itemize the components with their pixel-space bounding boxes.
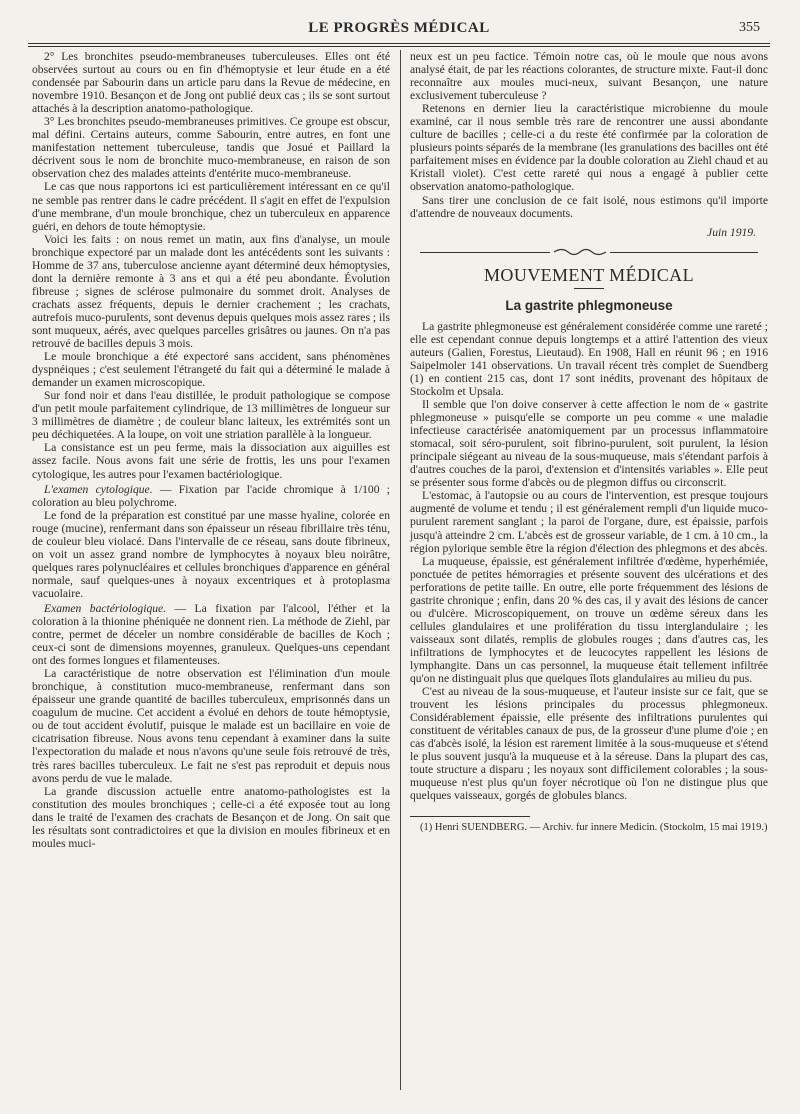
paragraph: La grande discussion actuelle entre anatomo-pathologistes est la constitution des moules bronchiques ; celle-ci a été exposée tout au long dans le traité de l'examen des crachats de Besançon et de Jong. On sait que les résultats sont contradictoires et que la division en moules fibrineux et en moules muci- <box>32 784 390 850</box>
right-column <box>410 50 768 834</box>
paragraph: Le fond de la préparation est constitué par une masse hyaline, colorée en rouge (mucine), renfermant dans son épaisseur un réseau fibrillaire très ténu, de couleur bleu violacé. Dans l'intervalle de ce réseau, sans doute fibrineux, on voit un assez grand nombre de lymphocytes à noyaux bleu noirâtre, quelques rares polynucléaires et cellules bronchiques d'apparence en général normale, sauf quelques-unes à noyaux excentriques et à protoplasma vacuolaire. <box>32 508 390 600</box>
paragraph-bacteriology <box>32 602 390 667</box>
bacteriology-heading: Examen bactériologique. <box>44 601 167 615</box>
paragraph: La caractéristique de notre observation est l'élimination d'un moule bronchique, à constitution muco-membraneuse, renfermant dans son épaisseur une grande quantité de bacilles tuberculeux, emprisonnés dans un coagulum de mucine. Cet accident a évolué en dehors de toute hémoptysie, ou de tout accident évolutif, puisque le malade est un bacillaire en voie de cicatrisation fibreuse. Nous avons tenu cependant à examiner dans la suite l'expectoration du malade et nous n'avons qu'une seule fois retrouvé de très, très rares bacilles tuberculeux. Le fait ne s'est pas reproduit et depuis nous avons perdu de vue le malade. <box>32 667 390 785</box>
header-rule-double <box>28 46 770 47</box>
paragraph: Sur fond noir et dans l'eau distillée, le produit pathologique se compose d'un petit moule parfaitement cylindrique, de 13 millimètres de longueur sur 3 millimètres de diamètre ; de couleur blanc laiteux, les extrémités sont un peu déchiquetées. A la loupe, on voit une striation parallèle à la longueur. <box>32 389 390 442</box>
paragraph: La muqueuse, épaissie, est généralement infiltrée d'œdème, hyperhémiée, ponctuée de petites hémorragies et présente souvent des ulcérations et des perforations de petite taille. En outre, elle porte fréquemment des lésions de gastrite chronique ; enfin, dans 20 % des cas, il y avait des lésions de cancer ou d'ulcère. Microscopiquement, on trouve un œdème séreux dans les cellules glandulaires et une prolifération du tissu interglandulaire ; les vaisseaux sont dilatés, remplis de globules rouges ; dans d'autres cas, les infiltrations de lymphocytes et de leucocytes rappellent les lésions de lymphangite. Dans un cas personnel, la muqueuse était tellement infiltrée qu'on ne distinguait plus que quelques îlots glandulaires au milieu du pus. <box>410 554 768 686</box>
running-head <box>28 14 770 42</box>
paragraph: Le cas que nous rapportons ici est particulièrement intéressant en ce qu'il ne semble pas rentrer dans le cadre précédent. Il s'agit en effet de l'expulsion d'une membrane, d'un moule bronchique, chez un tuberculeux en apparence guéri, en dehors de toute hémoptysie. <box>32 180 390 233</box>
paragraph: Retenons en dernier lieu la caractéristique microbienne du moule examiné, car il nous semble très rare de rencontrer une aussi abondante culture de bacilles ; celle-ci a du reste été confirmée par la coloration de plusieurs points séparés de la membrane (les granulations des bacilles ont été parfaitement mises en évidence par la double coloration au Ziehl chaud et au Kristall violet). C'est cette rareté qui nous a engagé à publier cette observation anatomo-pathologique. <box>410 102 768 194</box>
paragraph: L'estomac, à l'autopsie ou au cours de l'intervention, est presque toujours augmenté de volume et tendu ; il est généralement rempli d'un liquide muco-purulent rarement sanglant ; la paroi de l'organe, dure, est épaissie, parfois jusqu'à atteindre 2 cm. L'abcès est de grosseur variable, de 1 cm. à 10 cm., la région pylorique semble être la région d'élection des phlegmons et des abcès. <box>410 489 768 555</box>
column-divider <box>400 50 401 1090</box>
paragraph: C'est au niveau de la sous-muqueuse, et l'auteur insiste sur ce fait, que se trouvent les lésions principales du processus phlegmoneux. Considérablement épaissie, elle présente des infiltrations purulentes qui constituent de véritables canaux de pus, de la grosseur d'une plume d'oie ; en cas d'abcès isolé, la lésion est rarement limitée à la sous-muqueuse et s'étend le plus souvent jusqu'à la muqueuse et à la séreuse. Dans la plupart des cas, toute structure a disparu ; les noyaux sont difficilement colorables ; la sous-muqueuse n'est plus qu'un foyer nécrotique où l'on ne distingue plus que quelques vaisseaux, gorgés de globules blancs. <box>410 685 768 803</box>
header-rule <box>28 43 770 44</box>
section-ornament <box>410 245 768 259</box>
ornament-flourish-icon <box>550 245 610 259</box>
paragraph: La consistance est un peu ferme, mais la dissociation aux aiguilles est assez facile. Nous avons fait une série de frottis, les uns pour l'examen cytologique, les autres pour l'examen bactériologique. <box>32 441 390 481</box>
paragraph: neux est un peu factice. Témoin notre cas, où le moule que nous avons analysé était, de par les réactions colorantes, de structure mixte. Faut-il donc reconnaître aux moules muci-neux, suivant Besançon, une nature exclusivement tuberculeuse ? <box>410 50 768 103</box>
paragraph: Il semble que l'on doive conserver à cette affection le nom de « gastrite phlegmoneuse » puisqu'elle se comporte un peu comme « une maladie infectieuse caractérisée anatomiquement par un processus inflammatoire stomacal, soit séro-purulent, soit fibrino-purulent, soit purulent, la lésion principale siégeant au niveau de la sous-muqueuse, mais s'étendant parfois à d'autres couches de la paroi, d'extension et d'intensités variables ». Elle peut se présenter sous forme d'abcès ou de plegmon diffus ou circonscrit. <box>410 398 768 490</box>
paragraph: 3° Les bronchites pseudo-membraneuses primitives. Ce groupe est obscur, mal défini. Certains auteurs, comme Sabourin, entre autres, en font une manifestation nettement tuberculeuse, tandis que Josué et Paillard la décrivent sous le nom de bronchite muco-membraneuse, en raison de son observation chez des malades atteints d'entérite muco-membraneuse. <box>32 115 390 181</box>
journal-title: LE PROGRÈS MÉDICAL <box>308 20 490 36</box>
paragraph: La gastrite phlegmoneuse est généralement considérée comme une rareté ; elle est cependant connue depuis longtemps et a attiré l'attention des vieux auteurs (Galien, Forestus, Lieutaud). En 1908, Hall en réunit 96 ; en 1916 Saipelmoler 141 observations. Un travail récent très complet de Suendberg (1) en contient 215 cas, dont 17 sont inédits, provenant des hôpitaux de Stockolm et Upsala. <box>410 319 768 398</box>
paragraph-cytology <box>32 483 390 509</box>
paragraph: Sans tirer une conclusion de ce fait isolé, nous estimons qu'il importe d'attendre de nouveaux documents. <box>410 193 768 220</box>
cytology-heading: L'examen cytologique. <box>44 482 153 496</box>
footnote: (1) Henri SUENDBERG. — Archiv. fur innere Medicin. (Stockolm, 15 mai 1919.) <box>420 822 768 834</box>
bacteriology-intro: — La fixation par l'alcool, l'éther et la coloration à la thionine phéniquée ne donnent rien. La méthode de Ziehl, par contre, permet de déceler un nombre considérable de bacilles de Koch ; ceux-ci sont de dimensions moyennes, granuleux. Quelques-uns cependant ont des formes longues et filamenteuses. <box>32 601 390 668</box>
section-heading: MOUVEMENT MÉDICAL <box>484 264 694 285</box>
footnote-rule <box>410 816 530 817</box>
paragraph: 2° Les bronchites pseudo-membraneuses tuberculeuses. Elles ont été observées surtout au cours ou en fin d'hémoptysie et leur étude en a été condensée par Sabourin dans un article paru dans la Revue de médecine, en novembre 1910. Besançon et de Jong ont publié deux cas ; ils se sont surtout attachés à la description anatomo-pathologique. <box>32 50 390 116</box>
signoff-date: Juin 1919. <box>707 225 756 239</box>
cytology-intro: — Fixation par l'acide chromique à 1/100 ; coloration au bleu polychrome. <box>32 482 390 509</box>
left-column <box>32 50 390 850</box>
page-number: 355 <box>739 20 760 35</box>
article-title: La gastrite phlegmoneuse <box>505 297 673 313</box>
paragraph: Le moule bronchique a été expectoré sans accident, sans phénomènes dyspnéiques ; c'est seulement l'étrangeté du fait qui a déterminé le malade à demander un examen microscopique. <box>32 350 390 390</box>
paragraph: Voici les faits : on nous remet un matin, aux fins d'analyse, un moule bronchique expectoré par un malade dont les antécédents sont les suivants : Homme de 37 ans, tuberculose ancienne ayant déterminé deux hémoptysies, dont la dernière remonte à 3 ans et qui a été peu abondante. Évolution fibreuse ; signes de sclérose pulmonaire du sommet droit. Analyses de crachats assez fréquents, depuis le dernier crachement ; les crachats, autrefois muco-purulents, sont devenus depuis quelques mois assez rares ; ils sont muqueux, aérés, avec quelques parcelles grisâtres ou jaunes. On n'a pas retrouvé de bacilles depuis 3 mois. <box>32 232 390 351</box>
section-rule <box>574 288 604 289</box>
